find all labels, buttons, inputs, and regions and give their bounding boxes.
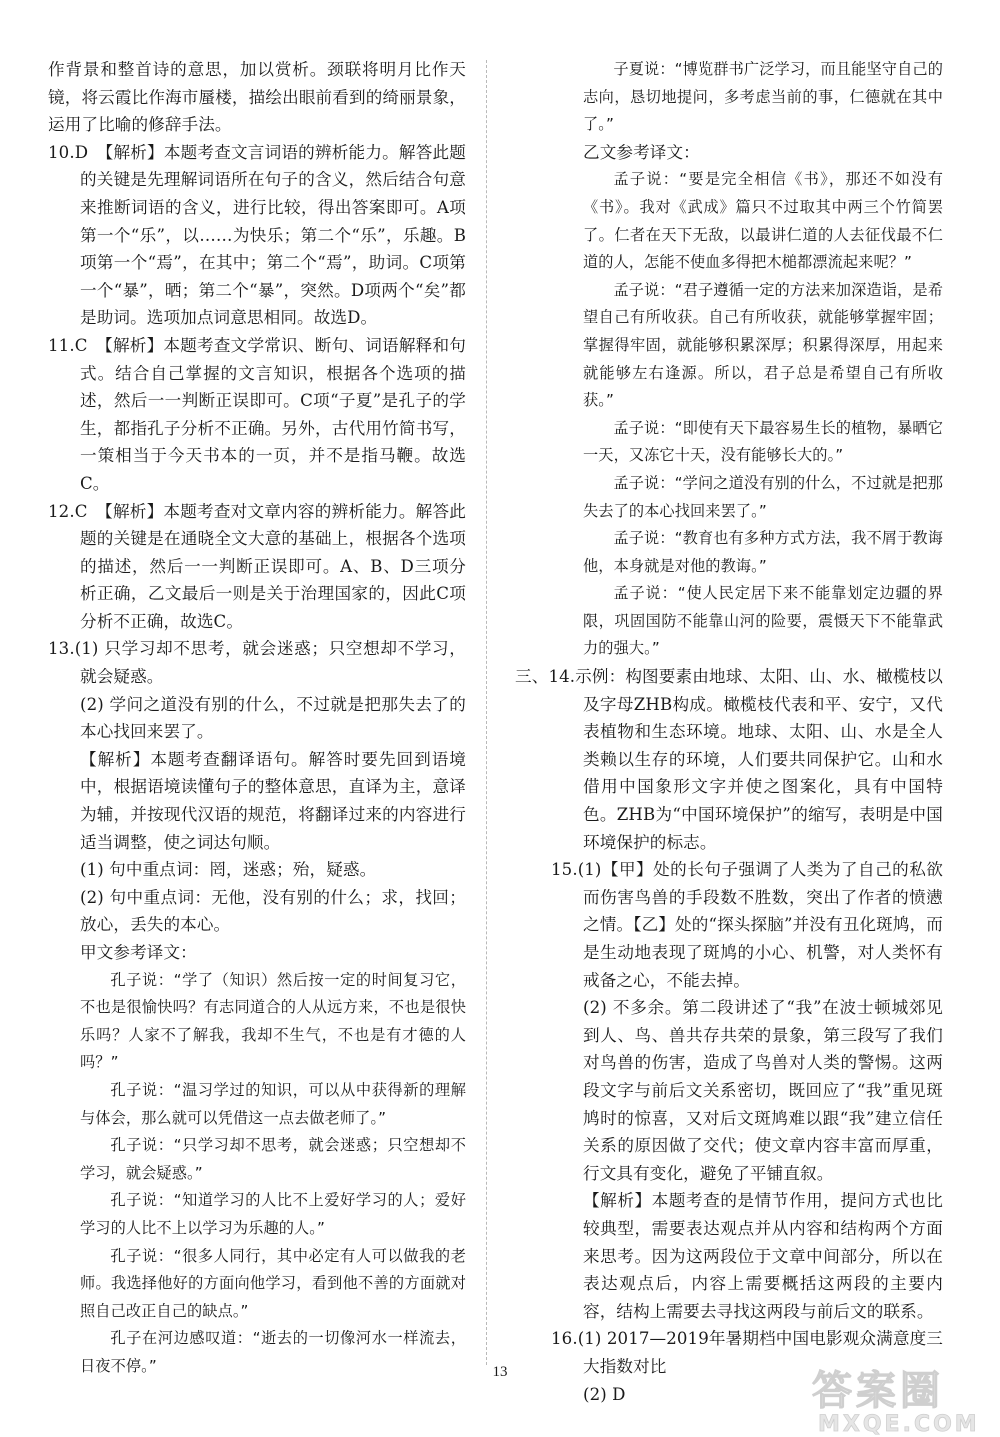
answer-16-part1: 16.(1) 2017—2019年暑期档中国电影观众满意度三大指数对比 (551, 1329, 943, 1376)
continuation-paragraph: 作背景和整首诗的意思，加以赏析。颈联将明月比作天镜，将云霞比作海市蜃楼，描绘出眼前看到的绮丽景象，运用了比喻的修辞手法。 (48, 60, 466, 135)
answer-15-part2: (2) 不多余。第二段讲述了“我”在波士顿城郊见到人、鸟、兽共存共荣的景象，第三段写了我们对鸟兽的伤害，造成了鸟兽对人类的警惕。这两段文字与前后文关系密切，既回应了“我”重见斑鸠时的惊喜，又对后文斑鸠难以跟“我”建立信任关系的原因做了交代；使文章内容丰富而厚重，行文具有变化，避免了平铺直叙。 (583, 998, 943, 1183)
translation-paragraph: 孟子说：“学问之道没有别的什么，不过就是把那失去了的本心找回来罢了。” (583, 473, 943, 520)
watermark-logo-text: 答案圈 (812, 1368, 944, 1414)
translation-paragraph: 孔子在河边感叹道：“逝去的一切像河水一样流去，日夜不停。” (80, 1329, 466, 1375)
translation-paragraph: 孟子说：“使人民定居下来不能靠划定边疆的界限，巩固国防不能靠山河的险要，震慑天下不能靠武力的强大。” (583, 584, 943, 658)
translation-paragraph: 子夏说：“博览群书广泛学习，而且能坚守自己的志向，恳切地提问，多考虑当前的事，仁德就在其中了。” (583, 60, 943, 134)
page-number: 13 (492, 1364, 508, 1380)
translation-paragraph: 孔子说：“很多人同行，其中必定有人可以做我的老师。我选择他好的方面向他学习，看到他不善的方面就对照自己改正自己的缺点。” (80, 1246, 466, 1320)
answer-15-part1: 15.(1)【甲】处的长句子强调了人类为了自己的私欲而伤害鸟兽的手段数不胜数，突出了作者的愤懑之情。【乙】处的“探头探脑”并没有丑化斑鸠，而是生动地表现了斑鸠的小心、机警，对人类怀有戒备之心，不能去掉。 (551, 860, 943, 990)
answer-13-part2: (2) 学问之道没有别的什么，不过就是把那失去了的本心找回来罢了。 (80, 694, 466, 742)
answer-14: 三、14.示例：构图要素由地球、太阳、山、水、橄榄枝以及字母ZHB构成。橄榄枝代表和平、安宁，又代表植物和生态环境。地球、太阳、山、水是全人类赖以生存的环境，人们要共同保护它。山和水借用中国象形文字并使之图案化，具有中国特色。ZHB为“中国环境保护”的缩写，表明是中国环境保护的标志。 (515, 667, 943, 852)
site-watermark (812, 1368, 990, 1437)
translation-paragraph: 孟子说：“要是完全相信《书》，那还不如没有《书》。我对《武成》篇只不过取其中两三个竹简罢了。仁者在天下无敌，以最讲仁道的人去征伐最不仁道的人，怎能不使血多得把木槌都漂流起来呢？” (583, 170, 943, 272)
answer-13-keywords-1: (1) 句中重点词：罔，迷惑；殆，疑惑。 (80, 860, 377, 880)
translation-a-heading: 甲文参考译文： (80, 943, 197, 962)
translation-b-heading: 乙文参考译文： (583, 142, 700, 162)
column-divider (486, 60, 487, 1365)
answer-15-analysis: 【解析】本题考查的是情节作用，提问方式也比较典型，需要表达观点并从内容和结构两个方面来思考。因为这两段位于文章中间部分，所以在表达观点后，内容上需要概括这两段的主要内容，结构上需要去寻找这两段与前后文的联系。 (583, 1191, 943, 1321)
answer-16-part2: (2) D (583, 1384, 626, 1404)
translation-paragraph: 孔子说：“知道学习的人比不上爱好学习的人；爱好学习的人比不上以学习为乐趣的人。” (80, 1191, 466, 1237)
translation-paragraph: 孔子说：“学了（知识）然后按一定的时间复习它，不也是很愉快吗？有志同道合的人从远方来，不也是很快乐吗？人家不了解我，我却不生气，不也是有才德的人吗？” (80, 970, 466, 1072)
translation-paragraph: 孟子说：“教育也有多种方式方法，我不屑于教诲他，本身就是对他的教诲。” (583, 529, 943, 575)
translation-paragraph: 孟子说：“即使有天下最容易生长的植物，暴晒它一天，又冻它十天，没有能够长大的。” (583, 418, 943, 465)
translation-paragraph: 孔子说：“只学习却不思考，就会迷惑；只空想却不学习，就会疑惑。” (80, 1136, 466, 1182)
answer-13-part1: 13.(1) 只学习却不思考，就会迷惑；只空想却不学习，就会疑惑。 (48, 639, 466, 687)
answer-13-keywords-2: (2) 句中重点词：无他，没有别的什么；求，找回；放心，丢失的本心。 (80, 887, 466, 935)
left-column (48, 56, 466, 1381)
answer-13-analysis: 【解析】本题考查翻译语句。解答时要先回到语境中，根据语境读懂句子的整体意思，直译为主，意译为辅，并按现代汉语的规范，将翻译过来的内容进行适当调整，使之词达句顺。 (80, 749, 466, 852)
answer-11: 11.C 【解析】本题考查文学常识、断句、词语解释和句式。结合自己掌握的文言知识，根据各个选项的描述，然后一一判断正误即可。C项“子夏”是孔子的学生，都指孔子分析不正确。另外，古代用竹简书写，一策相当于今天书本的一页，并不是指马鞭。故选C。 (48, 335, 466, 493)
translation-paragraph: 孟子说：“君子遵循一定的方法来加深造诣，是希望自己有所收获。自己有所收获，就能够掌握牢固；掌握得牢固，就能够积累深厚；积累得深厚，用起来就能够左右逢源。所以，君子总是希望自己有所收获。” (583, 280, 943, 410)
translation-paragraph: 孔子说：“温习学过的知识，可以从中获得新的理解与体会，那么就可以凭借这一点去做老师了。” (80, 1080, 466, 1127)
answer-10: 10.D 【解析】本题考查文言词语的辨析能力。解答此题的关键是先理解词语所在句子的含义，然后结合句意来推断词语的含义，进行比较，得出答案即可。A项第一个“乐”，以……为快乐；第二个“乐”，乐趣。B项第一个“焉”，在其中；第二个“焉”，助词。C项第一个“暴”，晒；第二个“暴”，突然。D项两个“矣”都是助词。选项加点词意思相同。故选D。 (48, 142, 466, 328)
watermark-url: MXQE.COM (818, 1412, 980, 1437)
answer-12: 12.C 【解析】本题考查对文章内容的辨析能力。解答此题的关键是在通晓全文大意的基础上，根据各个选项的描述，然后一一判断正误即可。A、B、D三项分析正确，乙文最后一则是关于治理国家的，因此C项分析不正确，故选C。 (48, 501, 466, 631)
right-column (515, 56, 943, 1408)
